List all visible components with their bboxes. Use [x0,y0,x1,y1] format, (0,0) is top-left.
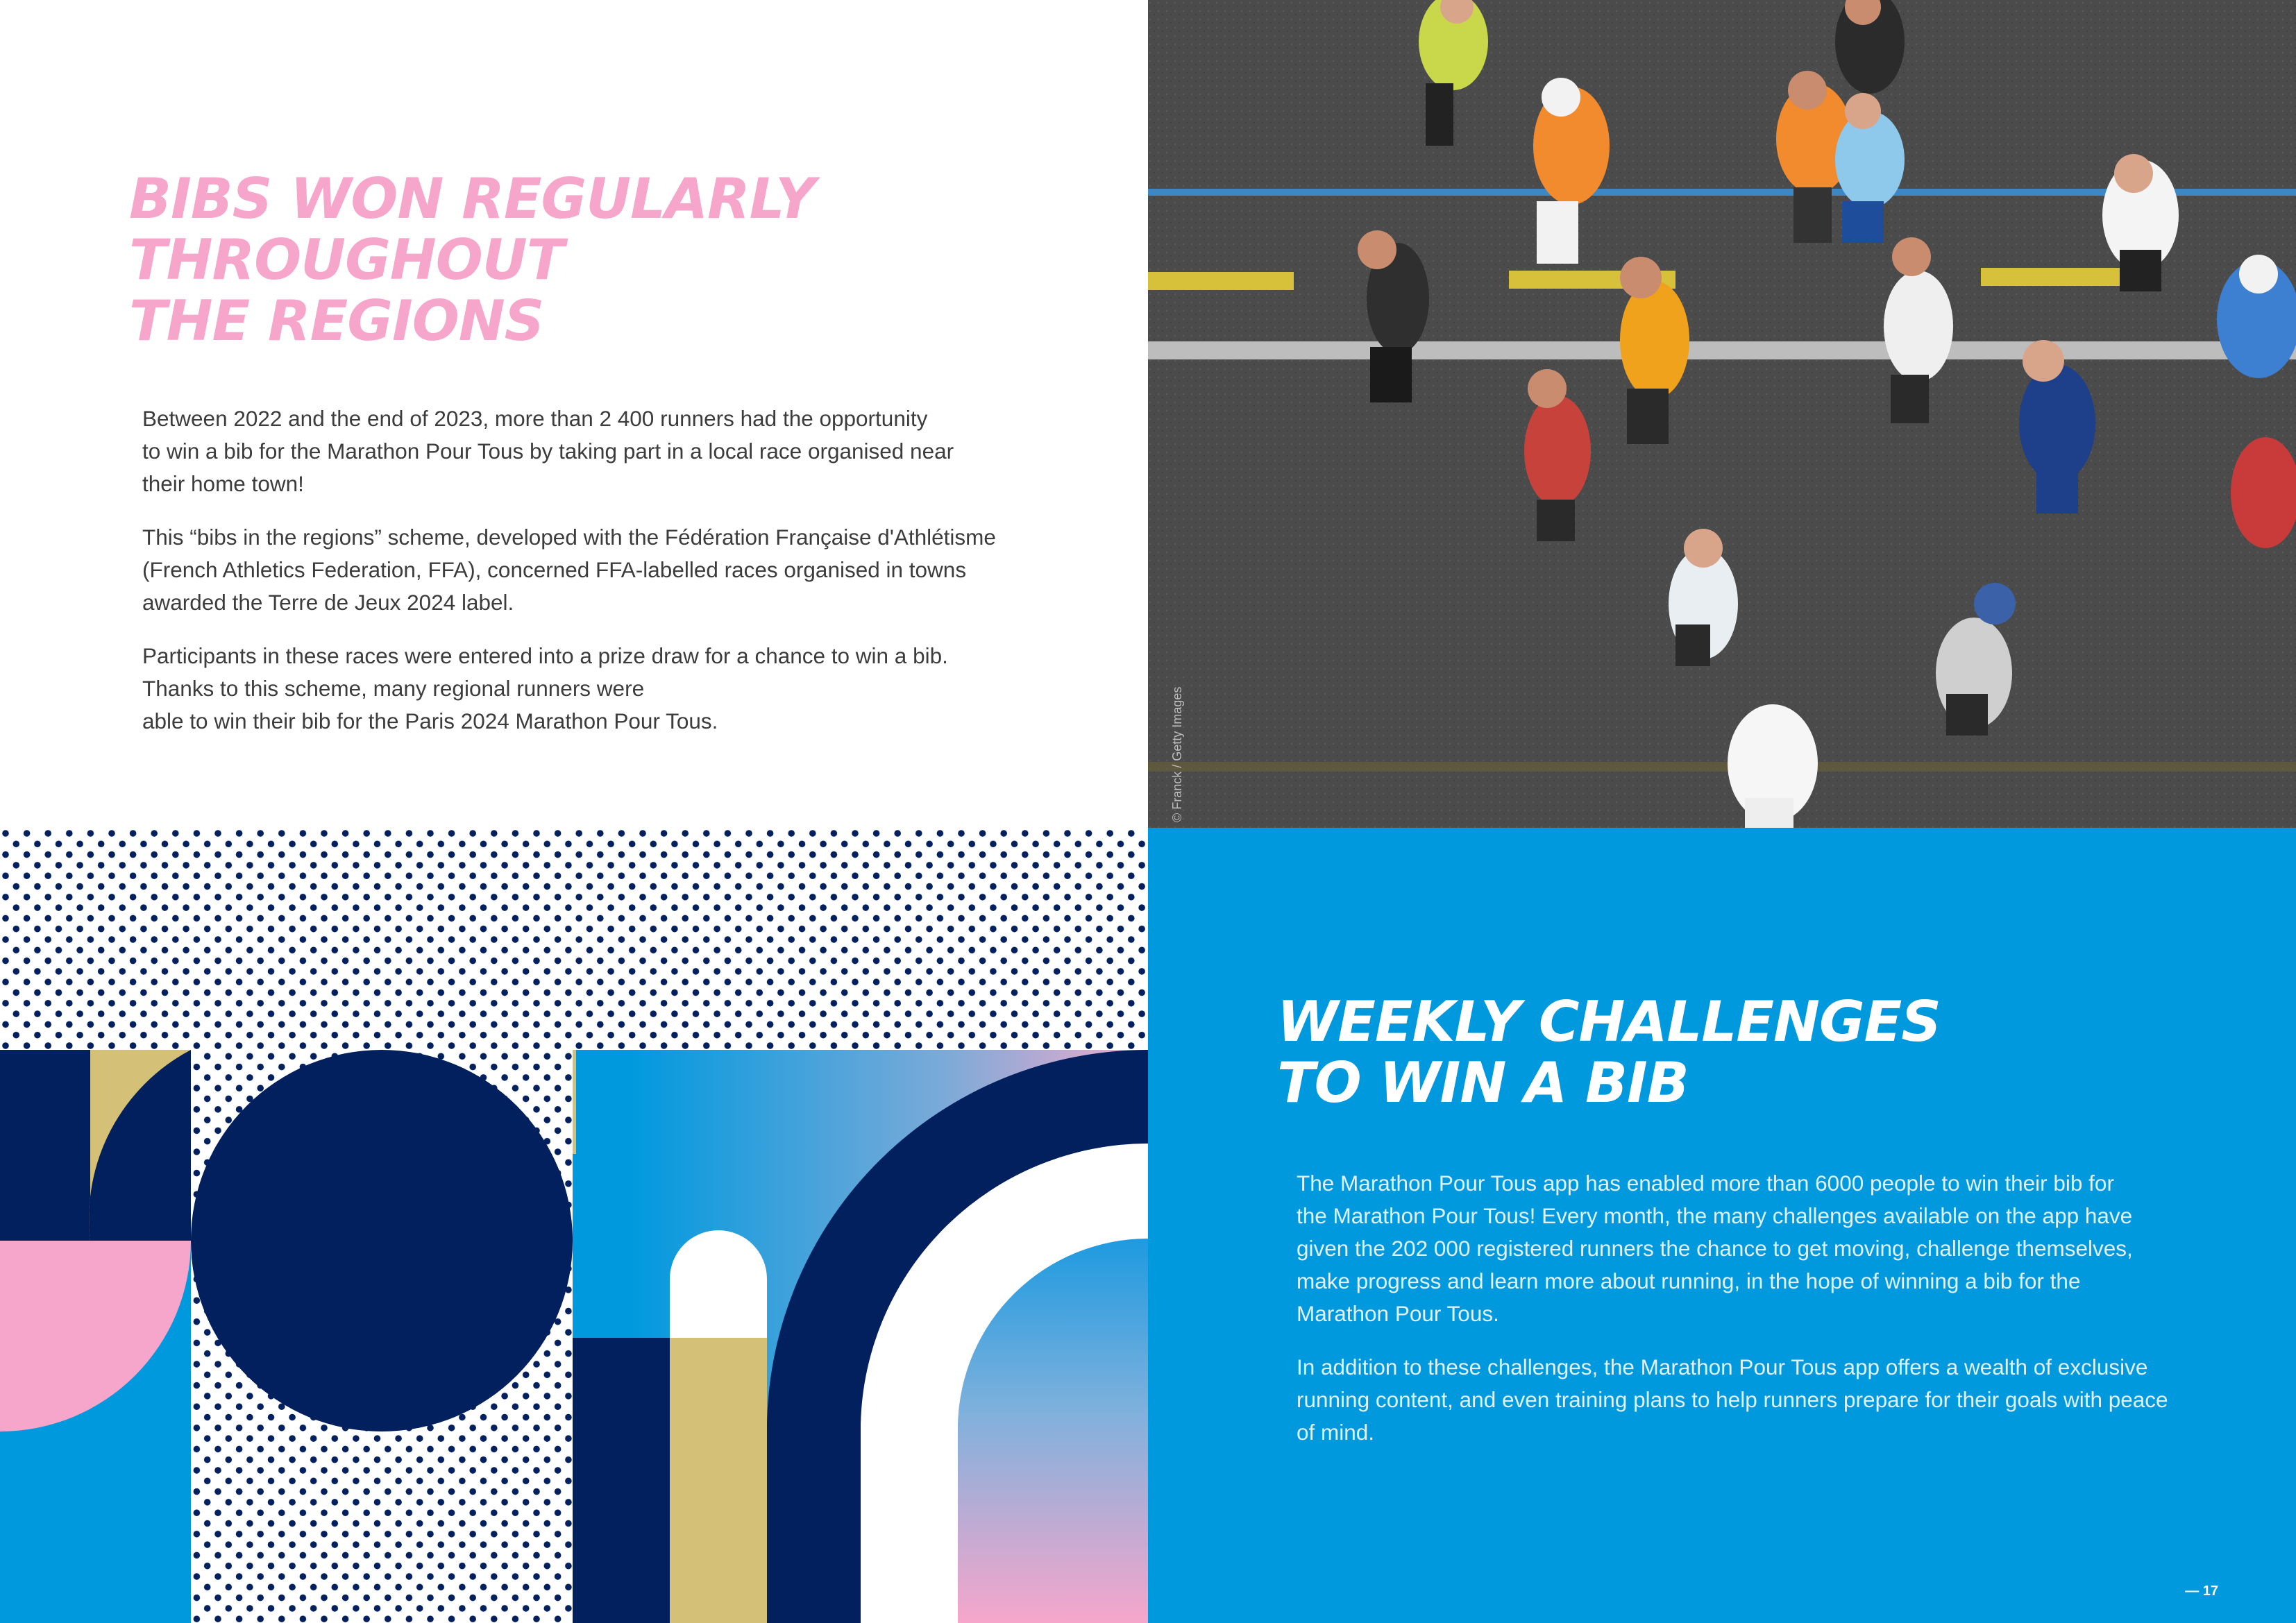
faded-road-line [1148,762,2296,772]
regional-bibs-body [142,402,1045,758]
text-line: to win a bib for the Marathon Pour Tous by taking part in a local race organised near [142,439,954,464]
gold-bar [670,1338,767,1623]
regional-bibs-section [0,0,1148,828]
title-line: THROUGHOUT [129,228,564,292]
text-line: awarded the Terre de Jeux 2024 label. [142,590,514,615]
text-line: Between 2022 and the end of 2023, more than 2 400 runners had the opportunity [142,406,928,431]
text-line: of mind. [1297,1420,1375,1445]
regional-bibs-title [129,167,816,355]
title-line: THE REGIONS [129,289,544,353]
text-line: (French Athletics Federation, FFA), concerned FFA-labelled races organised in towns [142,557,967,582]
geometric-art [0,828,1148,1623]
paragraph [1297,1167,2164,1330]
text-line: This “bibs in the regions” scheme, developed with the Fédération Française d'Athlétisme [142,525,996,550]
decorative-geometric-pattern [0,828,1148,1623]
text-line: make progress and learn more about running, in the hope of winning a bib for the [1297,1268,2081,1293]
title-line: WEEKLY CHALLENGES [1277,989,1941,1054]
dot-pattern-band [0,828,1148,1050]
text-line: given the 202 000 registered runners the chance to get moving, challenge themselves, [1297,1236,2133,1261]
runners-photo-illustration [1148,0,2296,828]
weekly-challenges-title [1277,989,1941,1116]
paragraph [142,402,1045,500]
text-line: Marathon Pour Tous. [1297,1301,1499,1326]
navy-bar [573,1338,670,1623]
runners-photo [1148,0,2296,828]
text-line: Participants in these races were entered into a prize draw for a chance to win a bib. [142,643,948,668]
text-line: In addition to these challenges, the Marathon Pour Tous app offers a wealth of exclusive [1297,1354,2148,1379]
page-number: — 17 [2185,1583,2218,1599]
white-rounded-pill [670,1230,767,1338]
paragraph [142,521,1045,619]
navy-circle [191,1050,573,1431]
road-surface [1148,0,2296,828]
text-line: The Marathon Pour Tous app has enabled more than 6000 people to win their bib for [1297,1171,2114,1196]
paragraph [142,640,1045,738]
white-road-line [1148,341,2296,359]
paragraph [1297,1351,2168,1449]
title-line: TO WIN A BIB [1277,1051,1689,1115]
text-line: their home town! [142,471,304,496]
photo-credit: © Franck / Getty Images [1170,686,1184,822]
text-line: able to win their bib for the Paris 2024 Marathon Pour Tous. [142,708,718,733]
text-line: Thanks to this scheme, many regional runners were [142,676,645,701]
text-line: running content, and even training plans to help runners prepare for their goals with peace [1297,1387,2168,1412]
weekly-challenges-body [1297,1167,2168,1470]
text-line: the Marathon Pour Tous! Every month, the many challenges available on the app have [1297,1203,2133,1228]
title-line: BIBS WON REGULARLY [129,167,816,231]
weekly-challenges-section [1148,828,2296,1623]
